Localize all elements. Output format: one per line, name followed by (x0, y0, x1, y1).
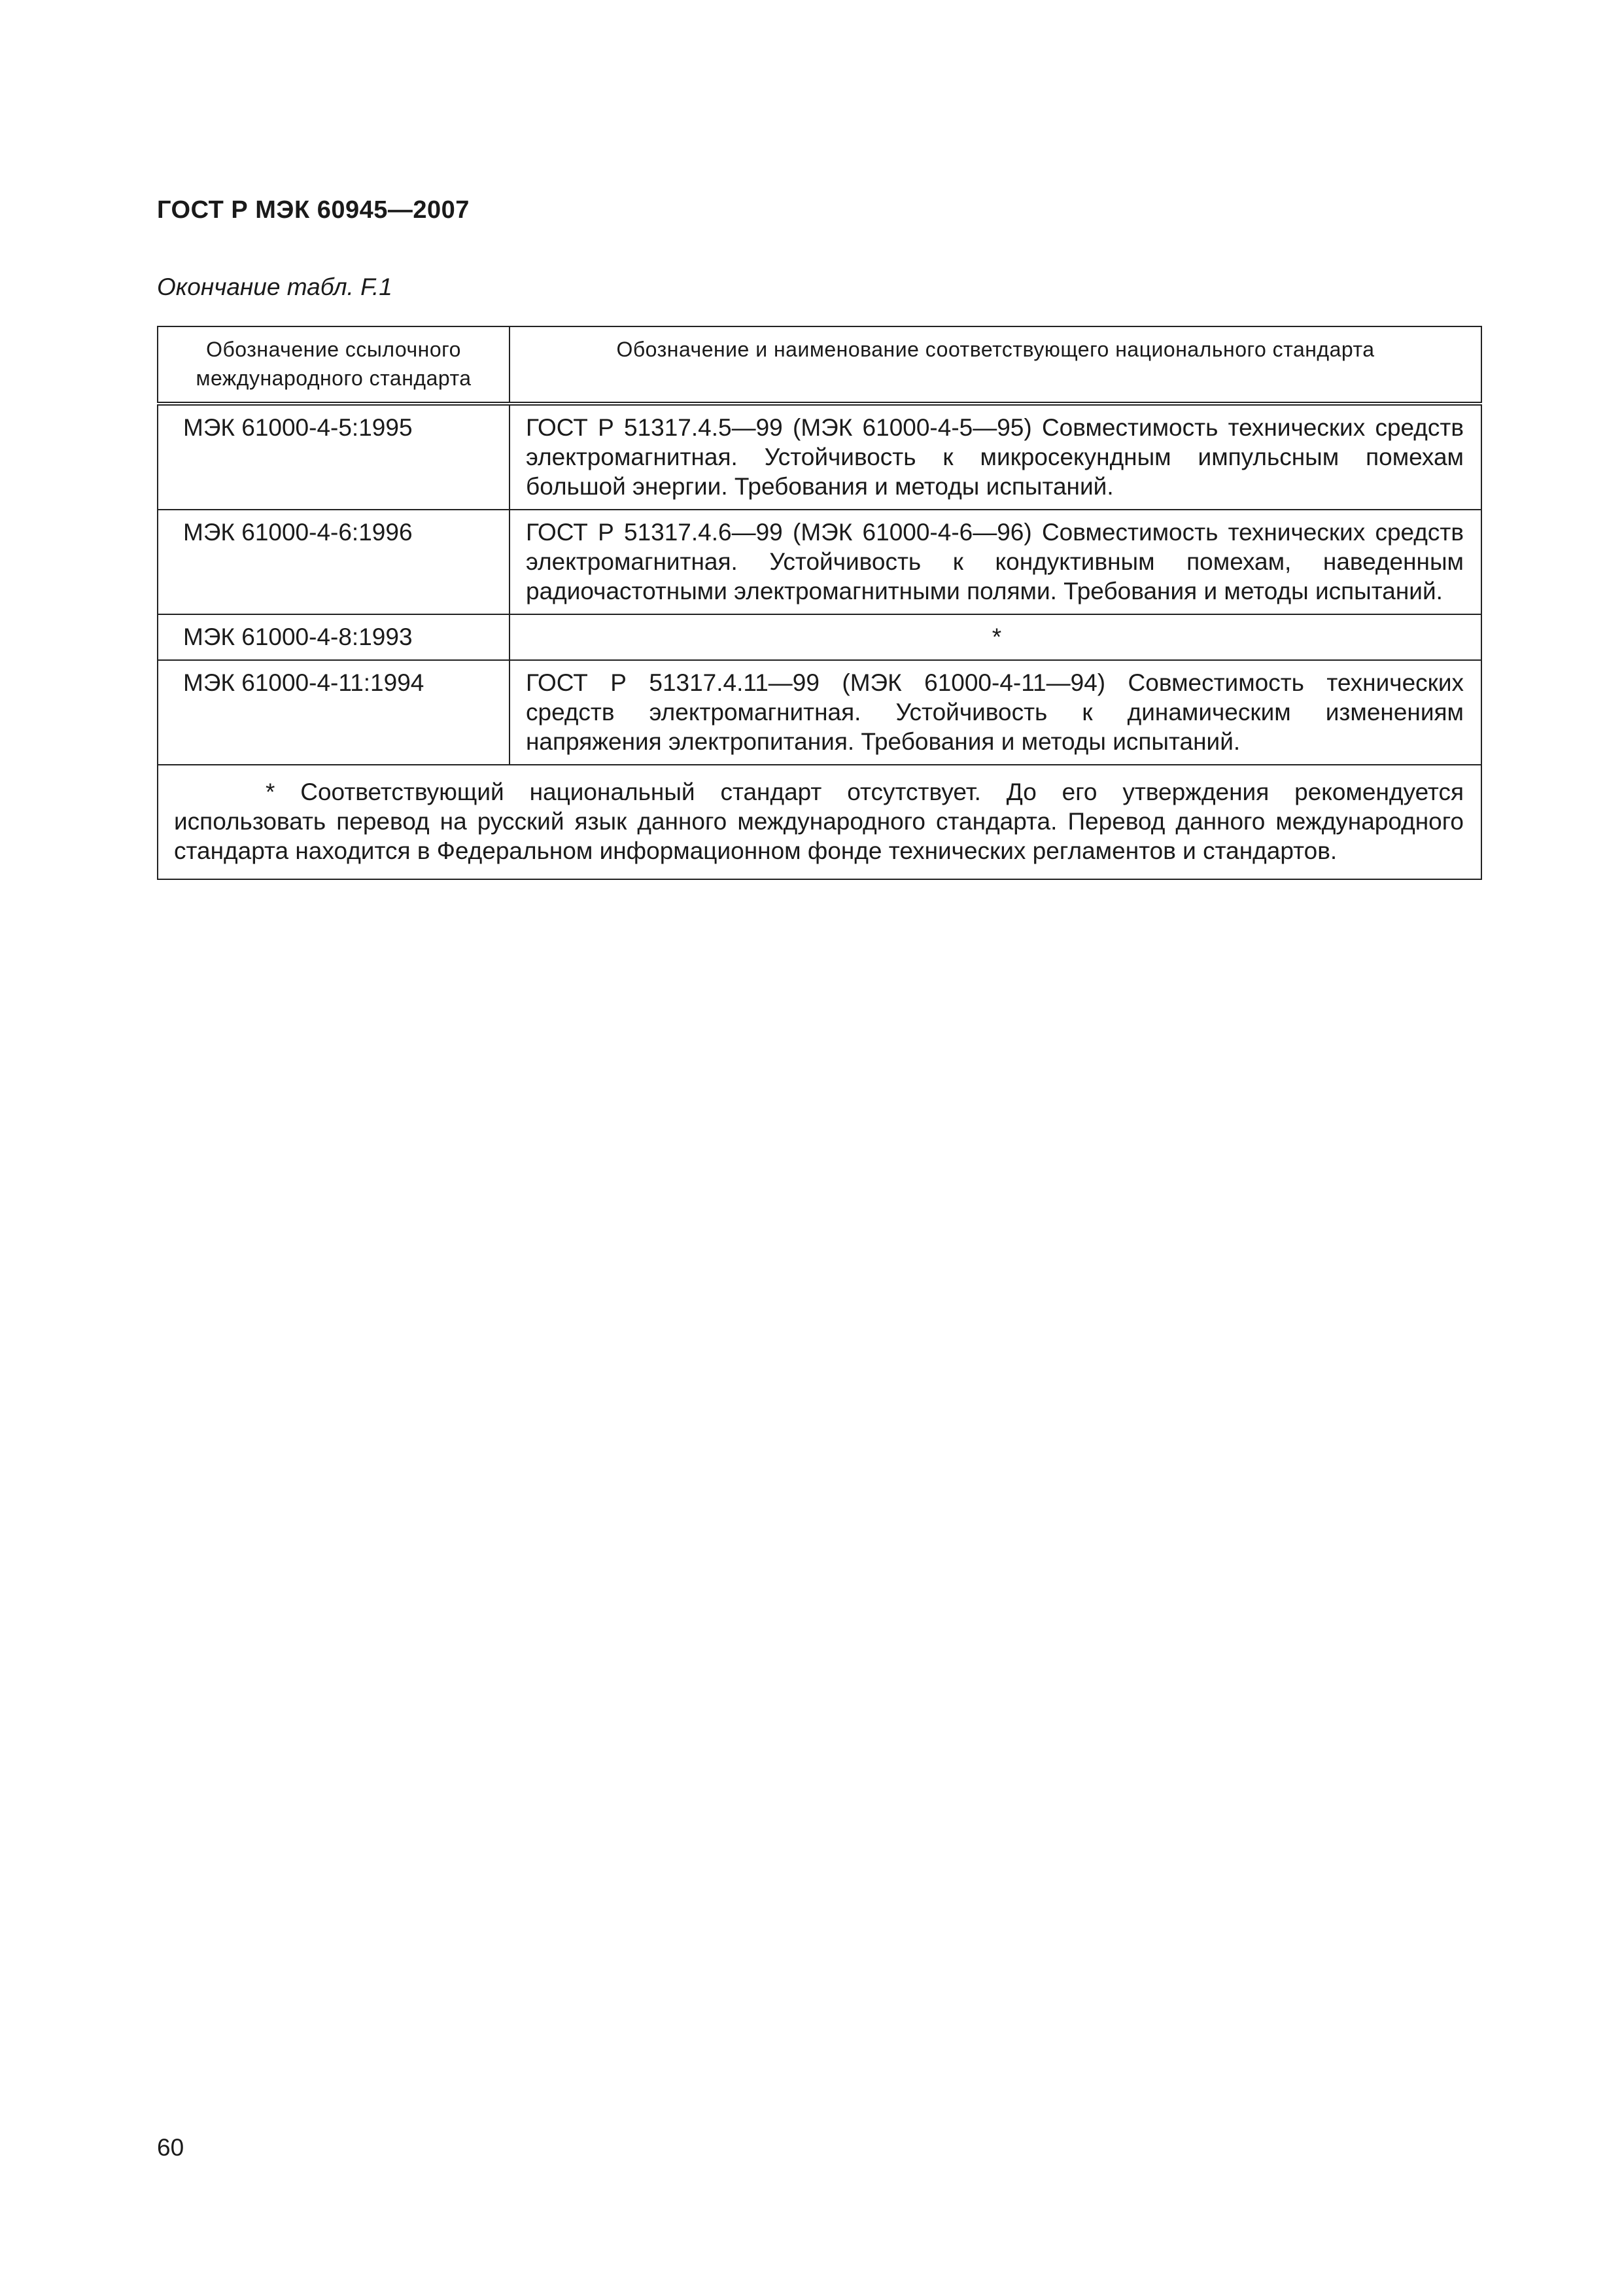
table-row (158, 404, 1481, 510)
table-row (158, 510, 1481, 614)
table-row (158, 614, 1481, 660)
table-row (158, 660, 1481, 765)
table-caption: Окончание табл. F.1 (157, 273, 392, 300)
footnote-row (158, 765, 1481, 879)
national-standard: ГОСТ Р 51317.4.6—99 (МЭК 61000-4-6—96) Совместимость технических средств электромагнитная. Устойчивость к кондуктивным помехам, наведенным радиочастотными электромагнитными полями. Требования и методы испытаний. (510, 510, 1481, 614)
reference-standards-table (157, 326, 1482, 880)
international-designation: МЭК 61000-4-11:1994 (158, 660, 510, 765)
table-footnote: * Соответствующий национальный стандарт отсутствует. До его утверждения рекомендуется использовать перевод на русский язык данного международного стандарта. Перевод данного международного стандарта находится в Федеральном информационном фонде технических регламентов и стандартов. (158, 765, 1481, 879)
document-header: ГОСТ Р МЭК 60945—2007 (157, 196, 470, 224)
column-header-national: Обозначение и наименование соответствующего национального стандарта (510, 326, 1481, 404)
international-designation: МЭК 61000-4-8:1993 (158, 614, 510, 660)
national-standard: ГОСТ Р 51317.4.5—99 (МЭК 61000-4-5—95) Совместимость технических средств электромагнитная. Устойчивость к микросекундным импульсным помехам большой энергии. Требования и методы испытаний. (510, 404, 1481, 510)
page-number: 60 (157, 2134, 184, 2161)
table-header-row (158, 326, 1481, 404)
international-designation: МЭК 61000-4-6:1996 (158, 510, 510, 614)
national-standard-absent-marker: * (510, 614, 1481, 660)
international-designation: МЭК 61000-4-5:1995 (158, 404, 510, 510)
national-standard: ГОСТ Р 51317.4.11—99 (МЭК 61000-4-11—94) Совместимость технических средств электромагнитная. Устойчивость к динамическим изменениям напряжения электропитания. Требования и методы испытаний. (510, 660, 1481, 765)
column-header-international: Обозначение ссылочного международного стандарта (158, 326, 510, 404)
